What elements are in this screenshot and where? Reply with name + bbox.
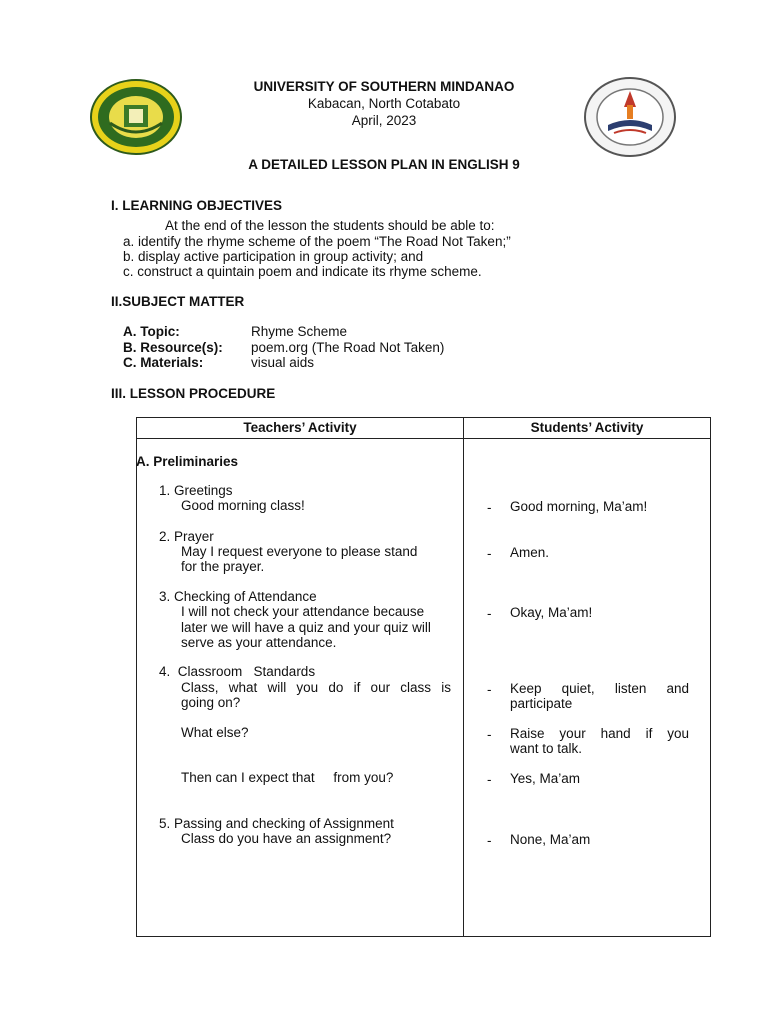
objective-item: c. construct a quintain poem and indicate its rhyme scheme. bbox=[123, 264, 482, 279]
classroom-standards-text-line: going on? bbox=[181, 695, 241, 710]
objective-item: b. display active participation in group activity; and bbox=[123, 249, 424, 264]
assignment-text: Class do you have an assignment? bbox=[181, 831, 392, 846]
student-response: Good morning, Ma’am! bbox=[510, 499, 648, 514]
response-bullet: - bbox=[487, 546, 492, 561]
university-location: Kabacan, North Cotabato bbox=[307, 96, 461, 111]
expect-text: Then can I expect that from you? bbox=[181, 770, 394, 785]
university-name: UNIVERSITY OF SOUTHERN MINDANAO bbox=[253, 79, 515, 94]
response-bullet: - bbox=[487, 727, 492, 742]
response-bullet: - bbox=[487, 833, 492, 848]
student-response-line: want to talk. bbox=[510, 741, 583, 756]
teachers-activity-header: Teachers’ Activity bbox=[243, 420, 357, 435]
student-response: Amen. bbox=[510, 545, 550, 560]
objectives-intro: At the end of the lesson the students should be able to: bbox=[165, 218, 495, 233]
student-response-line: participate bbox=[510, 696, 573, 711]
resources-value: poem.org (The Road Not Taken) bbox=[251, 340, 445, 355]
attendance-text-line: later we will have a quiz and your quiz will bbox=[181, 620, 431, 635]
student-response: Yes, Ma’am bbox=[510, 771, 581, 786]
response-bullet: - bbox=[487, 606, 492, 621]
preliminaries-heading: A. Preliminaries bbox=[136, 454, 239, 469]
student-response: Okay, Ma’am! bbox=[510, 605, 593, 620]
subject-row-topic bbox=[123, 324, 347, 339]
lesson-procedure-heading: III. LESSON PROCEDURE bbox=[111, 386, 276, 401]
materials-label: C. Materials: bbox=[123, 355, 204, 370]
subject-row-resources bbox=[123, 340, 444, 355]
student-response-line: Keep quiet, listen and bbox=[510, 681, 689, 696]
header-divider bbox=[137, 438, 710, 439]
student-response: None, Ma’am bbox=[510, 832, 591, 847]
procedure-table bbox=[136, 417, 711, 937]
attendance-text-line: I will not check your attendance because bbox=[181, 604, 425, 619]
classroom-standards-text-line: Class, what will you do if our class is bbox=[181, 680, 451, 695]
prayer-text-line: for the prayer. bbox=[181, 559, 265, 574]
greetings-title: 1. Greetings bbox=[159, 483, 233, 498]
students-activity-header: Students’ Activity bbox=[530, 420, 644, 435]
topic-value: Rhyme Scheme bbox=[251, 324, 348, 339]
attendance-title: 3. Checking of Attendance bbox=[159, 589, 317, 604]
subject-matter-heading: II.SUBJECT MATTER bbox=[111, 294, 245, 309]
document-date: April, 2023 bbox=[351, 113, 417, 128]
greetings-text: Good morning class! bbox=[181, 498, 305, 513]
response-bullet: - bbox=[487, 500, 492, 515]
classroom-standards-title: 4. Classroom Standards bbox=[159, 664, 316, 679]
resources-label: B. Resource(s): bbox=[123, 340, 223, 355]
prayer-title: 2. Prayer bbox=[159, 529, 214, 544]
response-bullet: - bbox=[487, 682, 492, 697]
subject-row-materials bbox=[123, 355, 314, 370]
objective-item: a. identify the rhyme scheme of the poem “The Road Not Taken;” bbox=[123, 234, 511, 249]
lesson-plan-title: A DETAILED LESSON PLAN IN ENGLISH 9 bbox=[248, 157, 520, 172]
materials-value: visual aids bbox=[251, 355, 315, 370]
learning-objectives-heading: I. LEARNING OBJECTIVES bbox=[111, 198, 283, 213]
student-response-line: Raise your hand if you bbox=[510, 726, 689, 741]
column-divider bbox=[463, 418, 464, 936]
prayer-text-line: May I request everyone to please stand bbox=[181, 544, 418, 559]
topic-label: A. Topic: bbox=[123, 324, 180, 339]
response-bullet: - bbox=[487, 772, 492, 787]
what-else-text: What else? bbox=[181, 725, 249, 740]
attendance-text-line: serve as your attendance. bbox=[181, 635, 337, 650]
assignment-title: 5. Passing and checking of Assignment bbox=[159, 816, 394, 831]
